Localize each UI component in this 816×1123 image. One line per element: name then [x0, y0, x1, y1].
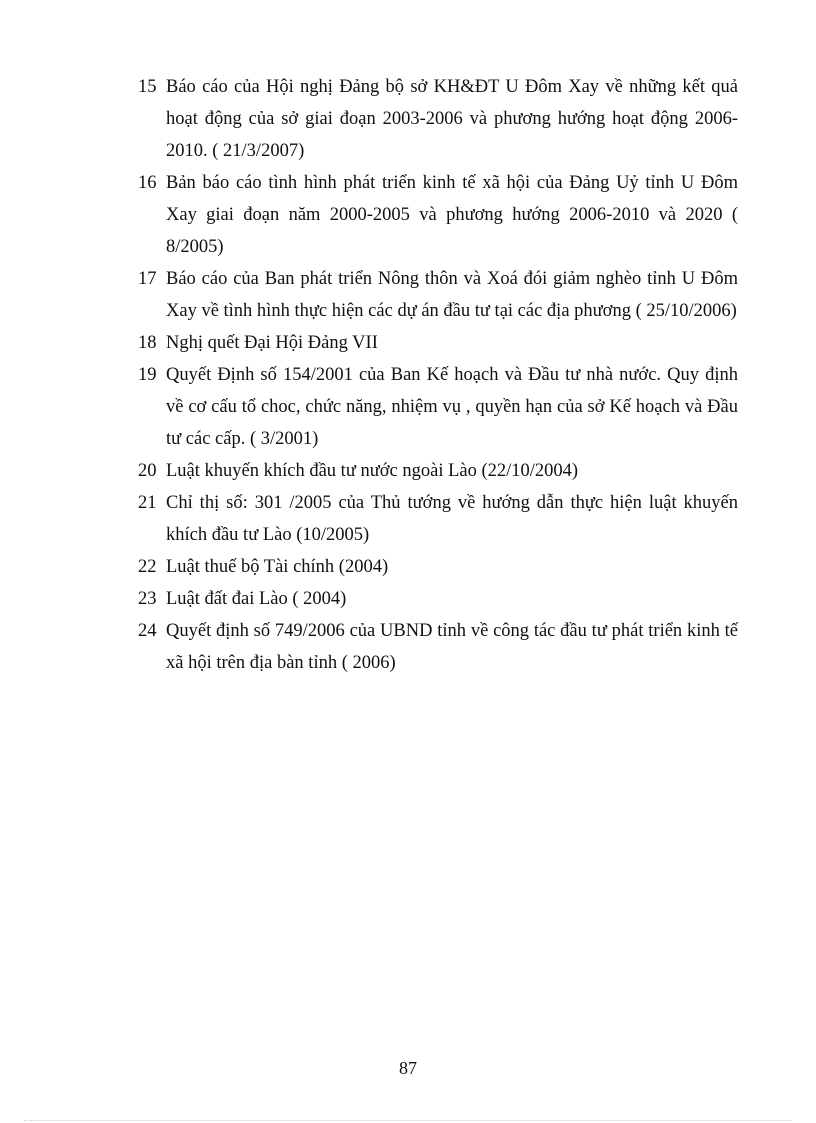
- reference-item: [138, 487, 738, 551]
- reference-item: [138, 359, 738, 455]
- reference-item: [138, 167, 738, 263]
- page-bottom-divider: [24, 1120, 792, 1121]
- reference-number: 17: [138, 269, 157, 289]
- reference-text: Chỉ thị số: 301 /2005 của Thủ tướng về hướng dẫn thực hiện luật khuyến khích đầu tư Lào (10/2005): [166, 493, 738, 545]
- reference-text: Báo cáo của Hội nghị Đảng bộ sở KH&ĐT U Đôm Xay về những kết quả hoạt động của sở giai đoạn 2003-2006 và phương hướng hoạt động 2006-2010. ( 21/3/2007): [166, 77, 738, 161]
- reference-text: Quyết Định số 154/2001 của Ban Kế hoạch và Đầu tư nhà nước. Quy định về cơ cấu tổ choc, chức năng, nhiệm vụ , quyền hạn của sở Kế hoạch và Đầu tư các cấp. ( 3/2001): [166, 365, 738, 449]
- reference-number: 21: [138, 493, 157, 513]
- reference-number: 18: [138, 333, 157, 353]
- reference-item: [138, 455, 738, 487]
- reference-item: [138, 551, 738, 583]
- reference-text: Luật khuyến khích đầu tư nước ngoài Lào (22/10/2004): [166, 461, 579, 481]
- reference-item: [138, 263, 738, 327]
- reference-text: Quyết định số 749/2006 của UBND tỉnh về công tác đầu tư phát triển kinh tế xã hội trên địa bàn tỉnh ( 2006): [166, 621, 738, 673]
- reference-text: Báo cáo của Ban phát triển Nông thôn và Xoá đói giảm nghèo tỉnh U Đôm Xay về tình hình thực hiện các dự án đầu tư tại các địa phương ( 25/10/2006): [166, 269, 738, 321]
- reference-list: [138, 71, 738, 679]
- reference-number: 23: [138, 589, 157, 609]
- reference-text: Luật đất đai Lào ( 2004): [166, 589, 347, 609]
- reference-item: [138, 71, 738, 167]
- reference-item: [138, 615, 738, 679]
- reference-text: Bản báo cáo tình hình phát triển kinh tế xã hội của Đảng Uỷ tỉnh U Đôm Xay giai đoạn năm 2000-2005 và phương hướng 2006-2010 và 2020 ( 8/2005): [166, 173, 738, 257]
- page-number: 87: [399, 1058, 417, 1078]
- reference-item: [138, 327, 738, 359]
- reference-number: 20: [138, 461, 157, 481]
- reference-number: 22: [138, 557, 157, 577]
- reference-text: Nghị quết Đại Hội Đảng VII: [166, 333, 378, 353]
- reference-text: Luật thuế bộ Tài chính (2004): [166, 557, 389, 577]
- reference-number: 15: [138, 77, 157, 97]
- reference-number: 19: [138, 365, 157, 385]
- reference-item: [138, 583, 738, 615]
- reference-number: 24: [138, 621, 157, 641]
- reference-number: 16: [138, 173, 157, 193]
